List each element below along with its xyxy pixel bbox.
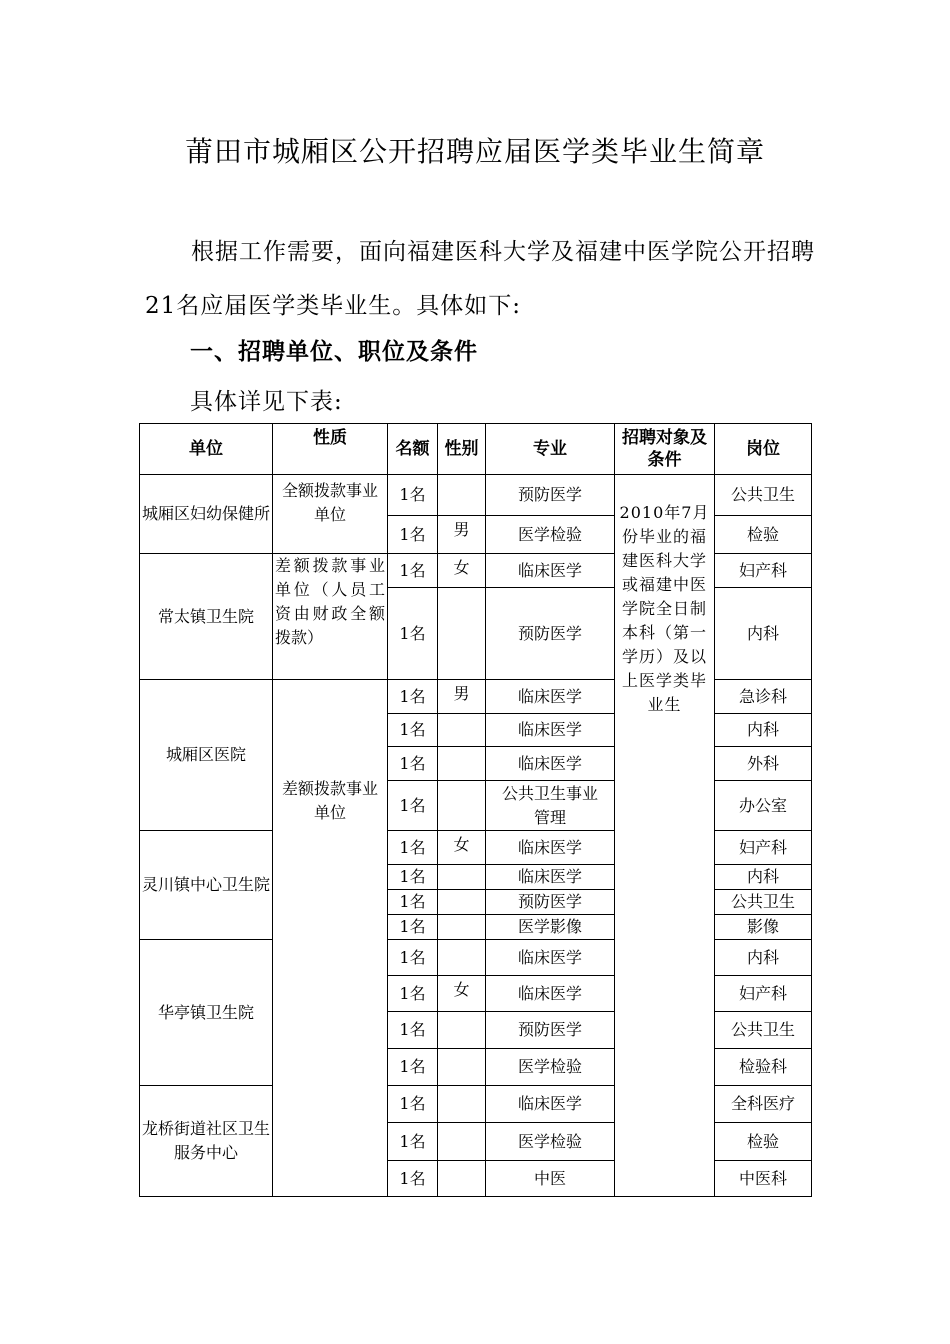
header-post: 岗位 [715,424,812,475]
quota-cell: 1名 [388,747,438,781]
post-cell: 内科 [715,588,812,680]
post-cell: 中医科 [715,1161,812,1197]
post-cell: 外科 [715,747,812,781]
post-cell: 检验科 [715,1049,812,1086]
post-cell: 妇产科 [715,554,812,588]
quota-cell: 1名 [388,475,438,516]
major-cell: 预防医学 [486,588,615,680]
recruitment-table [139,423,812,1197]
major-cell: 临床医学 [486,865,615,890]
nature-cell: 全额拨款事业单位 [273,475,388,554]
quota-cell: 1名 [388,1012,438,1049]
header-conditions: 招聘对象及条件 [615,424,715,475]
conditions-cell: 2010年7月份毕业的福建医科大学或福建中医学院全日制本科（第一学历）及以上医学类毕业生 [615,475,715,1197]
gender-cell [438,714,486,747]
post-cell: 公共卫生 [715,1012,812,1049]
post-cell: 公共卫生 [715,890,812,915]
quota-cell: 1名 [388,781,438,831]
gender-cell: 女 [438,554,486,588]
gender-cell [438,1161,486,1197]
major-cell: 临床医学 [486,680,615,714]
quota-cell: 1名 [388,890,438,915]
quota-cell: 1名 [388,554,438,588]
post-cell: 妇产科 [715,831,812,865]
header-gender: 性别 [438,424,486,475]
quota-cell: 1名 [388,915,438,940]
header-major: 专业 [486,424,615,475]
intro-paragraph: 根据工作需要，面向福建医科大学及福建中医学院公开招聘21名应届医学类毕业生。具体如下: [145,239,815,319]
post-cell: 内科 [715,865,812,890]
major-cell: 临床医学 [486,747,615,781]
post-cell: 急诊科 [715,680,812,714]
major-cell: 医学影像 [486,915,615,940]
major-cell: 临床医学 [486,554,615,588]
quota-cell: 1名 [388,680,438,714]
major-cell: 预防医学 [486,1012,615,1049]
major-cell: 预防医学 [486,890,615,915]
gender-cell: 男 [438,516,486,554]
page-title: 莆田市城厢区公开招聘应届医学类毕业生简章 [184,135,765,168]
post-cell: 检验 [715,516,812,554]
gender-cell: 女 [438,831,486,865]
gender-cell [438,475,486,516]
quota-cell: 1名 [388,1161,438,1197]
gender-cell [438,915,486,940]
section-heading: 一、招聘单位、职位及条件 [190,339,478,365]
header-nature: 性质 [273,424,388,475]
major-cell: 公共卫生事业管理 [486,781,615,831]
quota-cell: 1名 [388,831,438,865]
post-cell: 办公室 [715,781,812,831]
gender-cell [438,747,486,781]
header-quota: 名额 [388,424,438,475]
gender-cell [438,1086,486,1123]
quota-cell: 1名 [388,714,438,747]
gender-cell [438,1123,486,1161]
see-table-text: 具体详见下表: [190,389,343,415]
gender-cell [438,890,486,915]
post-cell: 影像 [715,915,812,940]
quota-cell: 1名 [388,865,438,890]
nature-text: 差额拨款事业单位（人员工资由财政全额拨款） [275,556,385,647]
major-cell: 中医 [486,1161,615,1197]
major-cell: 医学检验 [486,1049,615,1086]
major-cell: 医学检验 [486,1123,615,1161]
gender-cell [438,588,486,680]
nature-cell [273,554,388,680]
gender-cell [438,1012,486,1049]
quota-cell: 1名 [388,516,438,554]
gender-cell: 男 [438,680,486,714]
post-cell: 检验 [715,1123,812,1161]
gender-cell [438,940,486,976]
unit-cell: 华亭镇卫生院 [140,940,273,1086]
post-cell: 全科医疗 [715,1086,812,1123]
gender-cell [438,781,486,831]
quota-cell: 1名 [388,1086,438,1123]
major-cell: 临床医学 [486,714,615,747]
post-cell: 公共卫生 [715,475,812,516]
major-cell: 临床医学 [486,976,615,1012]
gender-cell: 女 [438,976,486,1012]
major-cell: 临床医学 [486,831,615,865]
gender-cell [438,1049,486,1086]
quota-cell: 1名 [388,940,438,976]
header-unit: 单位 [140,424,273,475]
header-row [140,424,812,475]
nature-cell: 差额拨款事业单位 [273,680,388,1197]
unit-cell: 城厢区妇幼保健所 [140,475,273,554]
quota-cell: 1名 [388,1049,438,1086]
post-cell: 内科 [715,940,812,976]
post-cell: 内科 [715,714,812,747]
post-cell: 妇产科 [715,976,812,1012]
major-cell: 医学检验 [486,516,615,554]
unit-cell: 龙桥街道社区卫生服务中心 [140,1086,273,1197]
quota-cell: 1名 [388,976,438,1012]
table-row [140,475,812,516]
unit-cell: 灵川镇中心卫生院 [140,831,273,940]
quota-cell: 1名 [388,1123,438,1161]
quota-cell: 1名 [388,588,438,680]
gender-cell [438,865,486,890]
unit-cell: 常太镇卫生院 [140,554,273,680]
major-cell: 临床医学 [486,940,615,976]
major-cell: 预防医学 [486,475,615,516]
major-cell: 临床医学 [486,1086,615,1123]
unit-cell: 城厢区医院 [140,680,273,831]
